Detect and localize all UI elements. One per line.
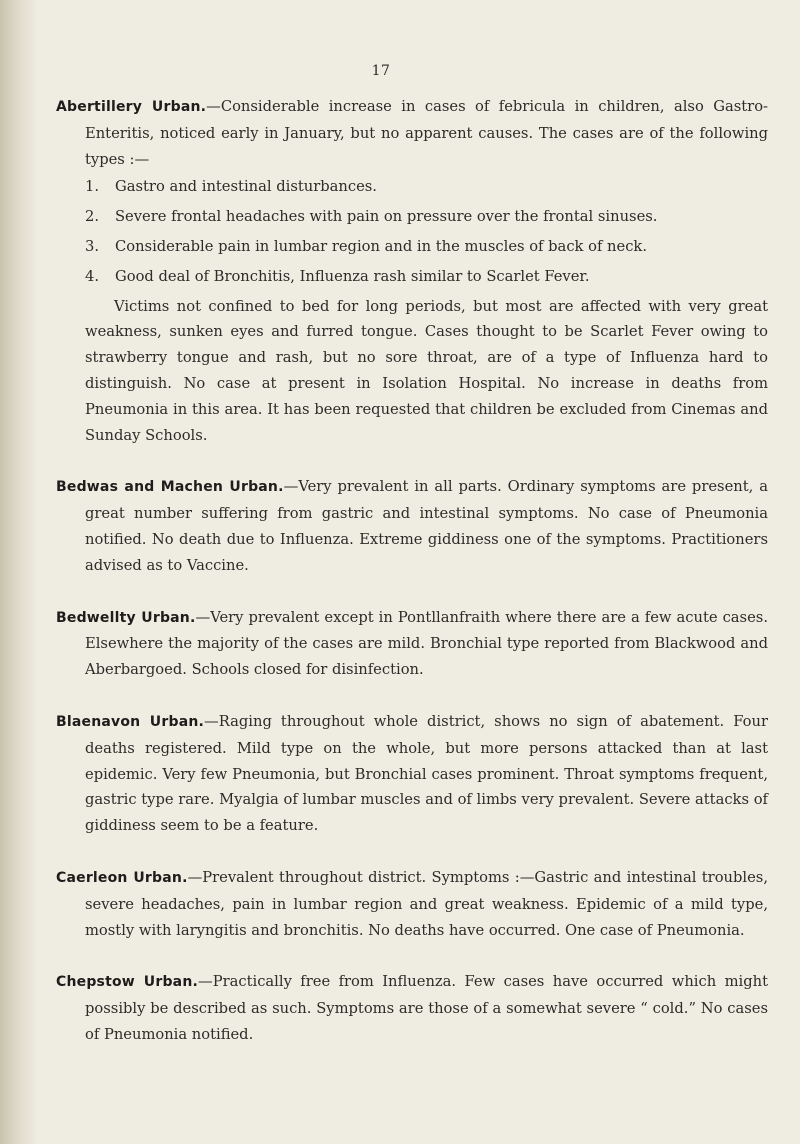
entry-text: —Practically free from Influenza. Few cases have occurred which might possibly be described as such. Symptoms are those of a somewhat severe “ cold.” No cases of Pneumonia notified. — [85, 973, 768, 1043]
list-item — [85, 264, 768, 290]
entry-chepstow — [56, 969, 768, 1047]
entry-paragraph — [56, 969, 768, 1047]
district-heading: Abertillery Urban. — [56, 99, 207, 115]
page-number: 17 — [371, 63, 391, 79]
list-item-text: Good deal of Bronchitis, Influenza rash similar to Scarlet Fever. — [115, 267, 590, 285]
entry-blaenavon — [56, 709, 768, 839]
list-item-text: Severe frontal headaches with pain on pressure over the frontal sinuses. — [115, 208, 658, 226]
list-item-text: Considerable pain in lumbar region and in the muscles of back of neck. — [115, 237, 648, 255]
entry-text: —Prevalent throughout district. Symptoms :—Gastric and intestinal troubles, severe headaches, pain in lumbar region and great weakness. Epidemic of a mild type, mostly with laryngitis and bronchitis. No deaths have occurred. One case of Pneumonia. — [85, 868, 769, 939]
entry-paragraph — [56, 865, 769, 943]
list-item-number: 1. — [85, 178, 100, 196]
district-heading: Bedwas and Machen Urban. — [56, 479, 284, 496]
list-item — [85, 174, 768, 200]
list-item-number: 3. — [85, 237, 100, 255]
entry-paragraph — [56, 94, 768, 172]
entry-paragraph — [56, 709, 769, 839]
district-heading: Caerleon Urban. — [56, 869, 188, 886]
entry-bedwas-machen — [56, 474, 768, 578]
report-content — [56, 94, 768, 1074]
list-item-number: 2. — [85, 208, 100, 226]
list-item-text: Gastro and intestinal disturbances. — [115, 178, 377, 196]
district-heading: Chepstow Urban. — [56, 974, 199, 991]
district-heading: Blaenavon Urban. — [56, 713, 205, 730]
entry-paragraph — [56, 605, 768, 683]
entry-text: —Considerable increase in cases of febricula in children, also Gastro-Enteritis, noticed early in January, but no apparent causes. The cases are of the following types :— — [85, 98, 768, 168]
symptom-type-list — [85, 174, 768, 289]
list-item-number: 4. — [85, 267, 100, 285]
entry-paragraph — [56, 474, 768, 578]
entry-bedwellty — [56, 605, 768, 683]
district-heading: Bedwellty Urban. — [56, 609, 196, 626]
list-item — [85, 234, 768, 260]
entry-followup-paragraph: Victims not confined to bed for long periods, but most are affected with very great weakness, sunken eyes and furred tongue. Cases thought to be Scarlet Fever owing to strawberry tongue and rash, but no sore throat, are of a type of Influenza hard to distinguish. No case at present in Isolation Hospital. No increase in deaths from Pneumonia in this area. It has been requested that children be excluded from Cinemas and Sunday Schools. — [85, 297, 768, 444]
entry-text: —Very prevalent except in Pontllanfraith where there are a few acute cases. Elsewhere the majority of the cases are mild. Bronchial type reported from Blackwood and Aberbargoed. Schools closed for disinfection. — [85, 608, 768, 679]
entry-abertillery — [56, 94, 768, 448]
entry-text: —Very prevalent in all parts. Ordinary symptoms are present, a great number suffering from gastric and intestinal symptoms. No case of Pneumonia notified. No death due to Influenza. Extreme giddiness one of the symptoms. Practitioners advised as to Vaccine. — [85, 478, 768, 574]
document-page — [56, 0, 768, 1144]
page-binding-shadow — [0, 0, 38, 1144]
entry-caerleon — [56, 865, 768, 943]
list-item — [85, 204, 768, 230]
entry-text: —Raging throughout whole district, shows no sign of abatement. Four deaths registered. Mild type on the whole, but more persons attacked than at last epidemic. Very few Pneumonia, but Bronchial cases prominent. Throat symptoms frequent, gastric type rare. Myalgia of lumbar muscles and of limbs very prevalent. Severe attacks of giddiness seem to be a feature. — [85, 712, 769, 835]
